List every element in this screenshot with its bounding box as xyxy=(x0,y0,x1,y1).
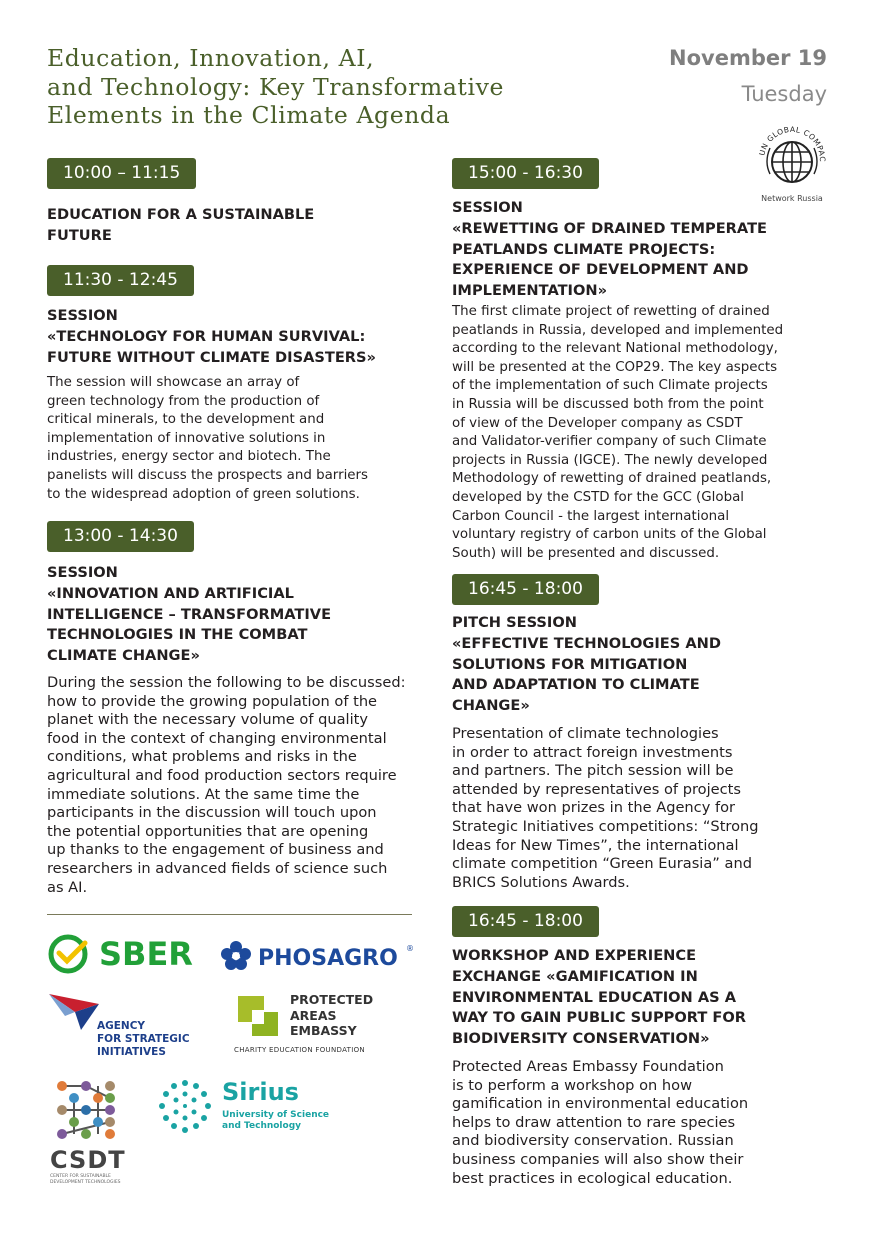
ungc-network-label: Network Russia xyxy=(761,194,823,203)
event-date: November 19 xyxy=(669,46,827,70)
session-heading: WORKSHOP AND EXPERIENCE EXCHANGE «GAMIFICATION IN ENVIRONMENTAL EDUCATION AS A WAY TO GAIN PUBLIC SUPPORT FOR BIODIVERSITY CONSERVATION» xyxy=(452,947,747,1048)
page-title: Education, Innovation, AI, and Technology: Key Transformative Elements in the Climate Agenda xyxy=(47,44,504,129)
time-badge: 11:30 - 12:45 xyxy=(47,265,194,296)
globe-icon xyxy=(756,122,828,188)
time-badge: 16:45 - 18:00 xyxy=(452,906,599,937)
session-description: Presentation of climate technologies in order to attract foreign investments and partners. The pitch session will be attended by representatives of projects that have won prizes in the Agency for Strategic Initiatives competitions: “Strong Ideas for New Times”, the international climate competition “Green Eurasia” and BRICS Solutions Awards. xyxy=(452,725,759,891)
session-heading: PITCH SESSION «EFFECTIVE TECHNOLOGIES AND SOLUTIONS FOR MITIGATION AND ADAPTATION TO CLIMATE CHANGE» xyxy=(452,614,721,715)
time-badge: 10:00 – 11:15 xyxy=(47,158,196,189)
session-description: The session will showcase an array of green technology from the production of critical minerals, to the development and implementation of innovative solutions in industries, energy sector and biotech. The panelists will discuss the prospects and barriers to the widespread adoption of green solutions. xyxy=(47,375,369,502)
pae-mark-icon xyxy=(234,992,282,1040)
sber-check-icon xyxy=(47,933,89,975)
event-weekday: Tuesday xyxy=(741,82,827,106)
session-description: The first climate project of rewetting of drained peatlands in Russia, developed and implemented according to the relevant National methodology, will be presented at the COP29. The key aspects of the implementation of such Climate projects in Russia will be discussed both from the point of view of the Developer company as CSDT and Validator-verifier company of such Climate projects in Russia (IGCE). The newly developed Methodology of rewetting of drained peatlands, developed by the CSTD for the GCC (Global Carbon Council - the largest international voluntary registry of carbon units of the Global South) will be presented and discussed. xyxy=(452,304,784,561)
session-description: During the session the following to be discussed: how to provide the growing population of the planet with the necessary volume of quality food in the context of changing environmental conditions, what problems and risks in the agricultural and food production sectors require immediate solutions. At the same time the participants in the discussion will touch upon the potential opportunities that are opening up thanks to the engagement of business and researchers in advanced fields of science such as AI. xyxy=(47,674,406,896)
time-badge: 13:00 - 14:30 xyxy=(47,521,194,552)
session-description: Protected Areas Embassy Foundation is to perform a workshop on how gamification in environmental education helps to draw attention to rare species and biodiversity conservation. Russian business companies will also show their best practices in ecological education. xyxy=(452,1058,749,1187)
session-heading: EDUCATION FOR A SUSTAINABLE FUTURE xyxy=(47,206,315,244)
session-heading: SESSION «REWETTING OF DRAINED TEMPERATE PEATLANDS CLIMATE PROJECTS: EXPERIENCE OF DEVELOPMENT AND IMPLEMENTATION» xyxy=(452,199,767,300)
ungc-logo xyxy=(756,122,828,203)
divider xyxy=(47,914,412,915)
svg-text:UN GLOBAL COMPACT: UN GLOBAL COMPAC xyxy=(757,124,828,163)
time-badge: 15:00 - 16:30 xyxy=(452,158,599,189)
session-heading: SESSION «TECHNOLOGY FOR HUMAN SURVIVAL: FUTURE WITHOUT CLIMATE DISASTERS» xyxy=(47,307,376,366)
flower-icon xyxy=(220,940,252,972)
time-badge: 16:45 - 18:00 xyxy=(452,574,599,605)
session-heading: SESSION «INNOVATION AND ARTIFICIAL INTELLIGENCE – TRANSFORMATIVE TECHNOLOGIES IN THE COMBAT CLIMATE CHANGE» xyxy=(47,564,332,665)
csdt-network-icon xyxy=(50,1076,122,1146)
sirius-dots-icon xyxy=(156,1078,214,1136)
